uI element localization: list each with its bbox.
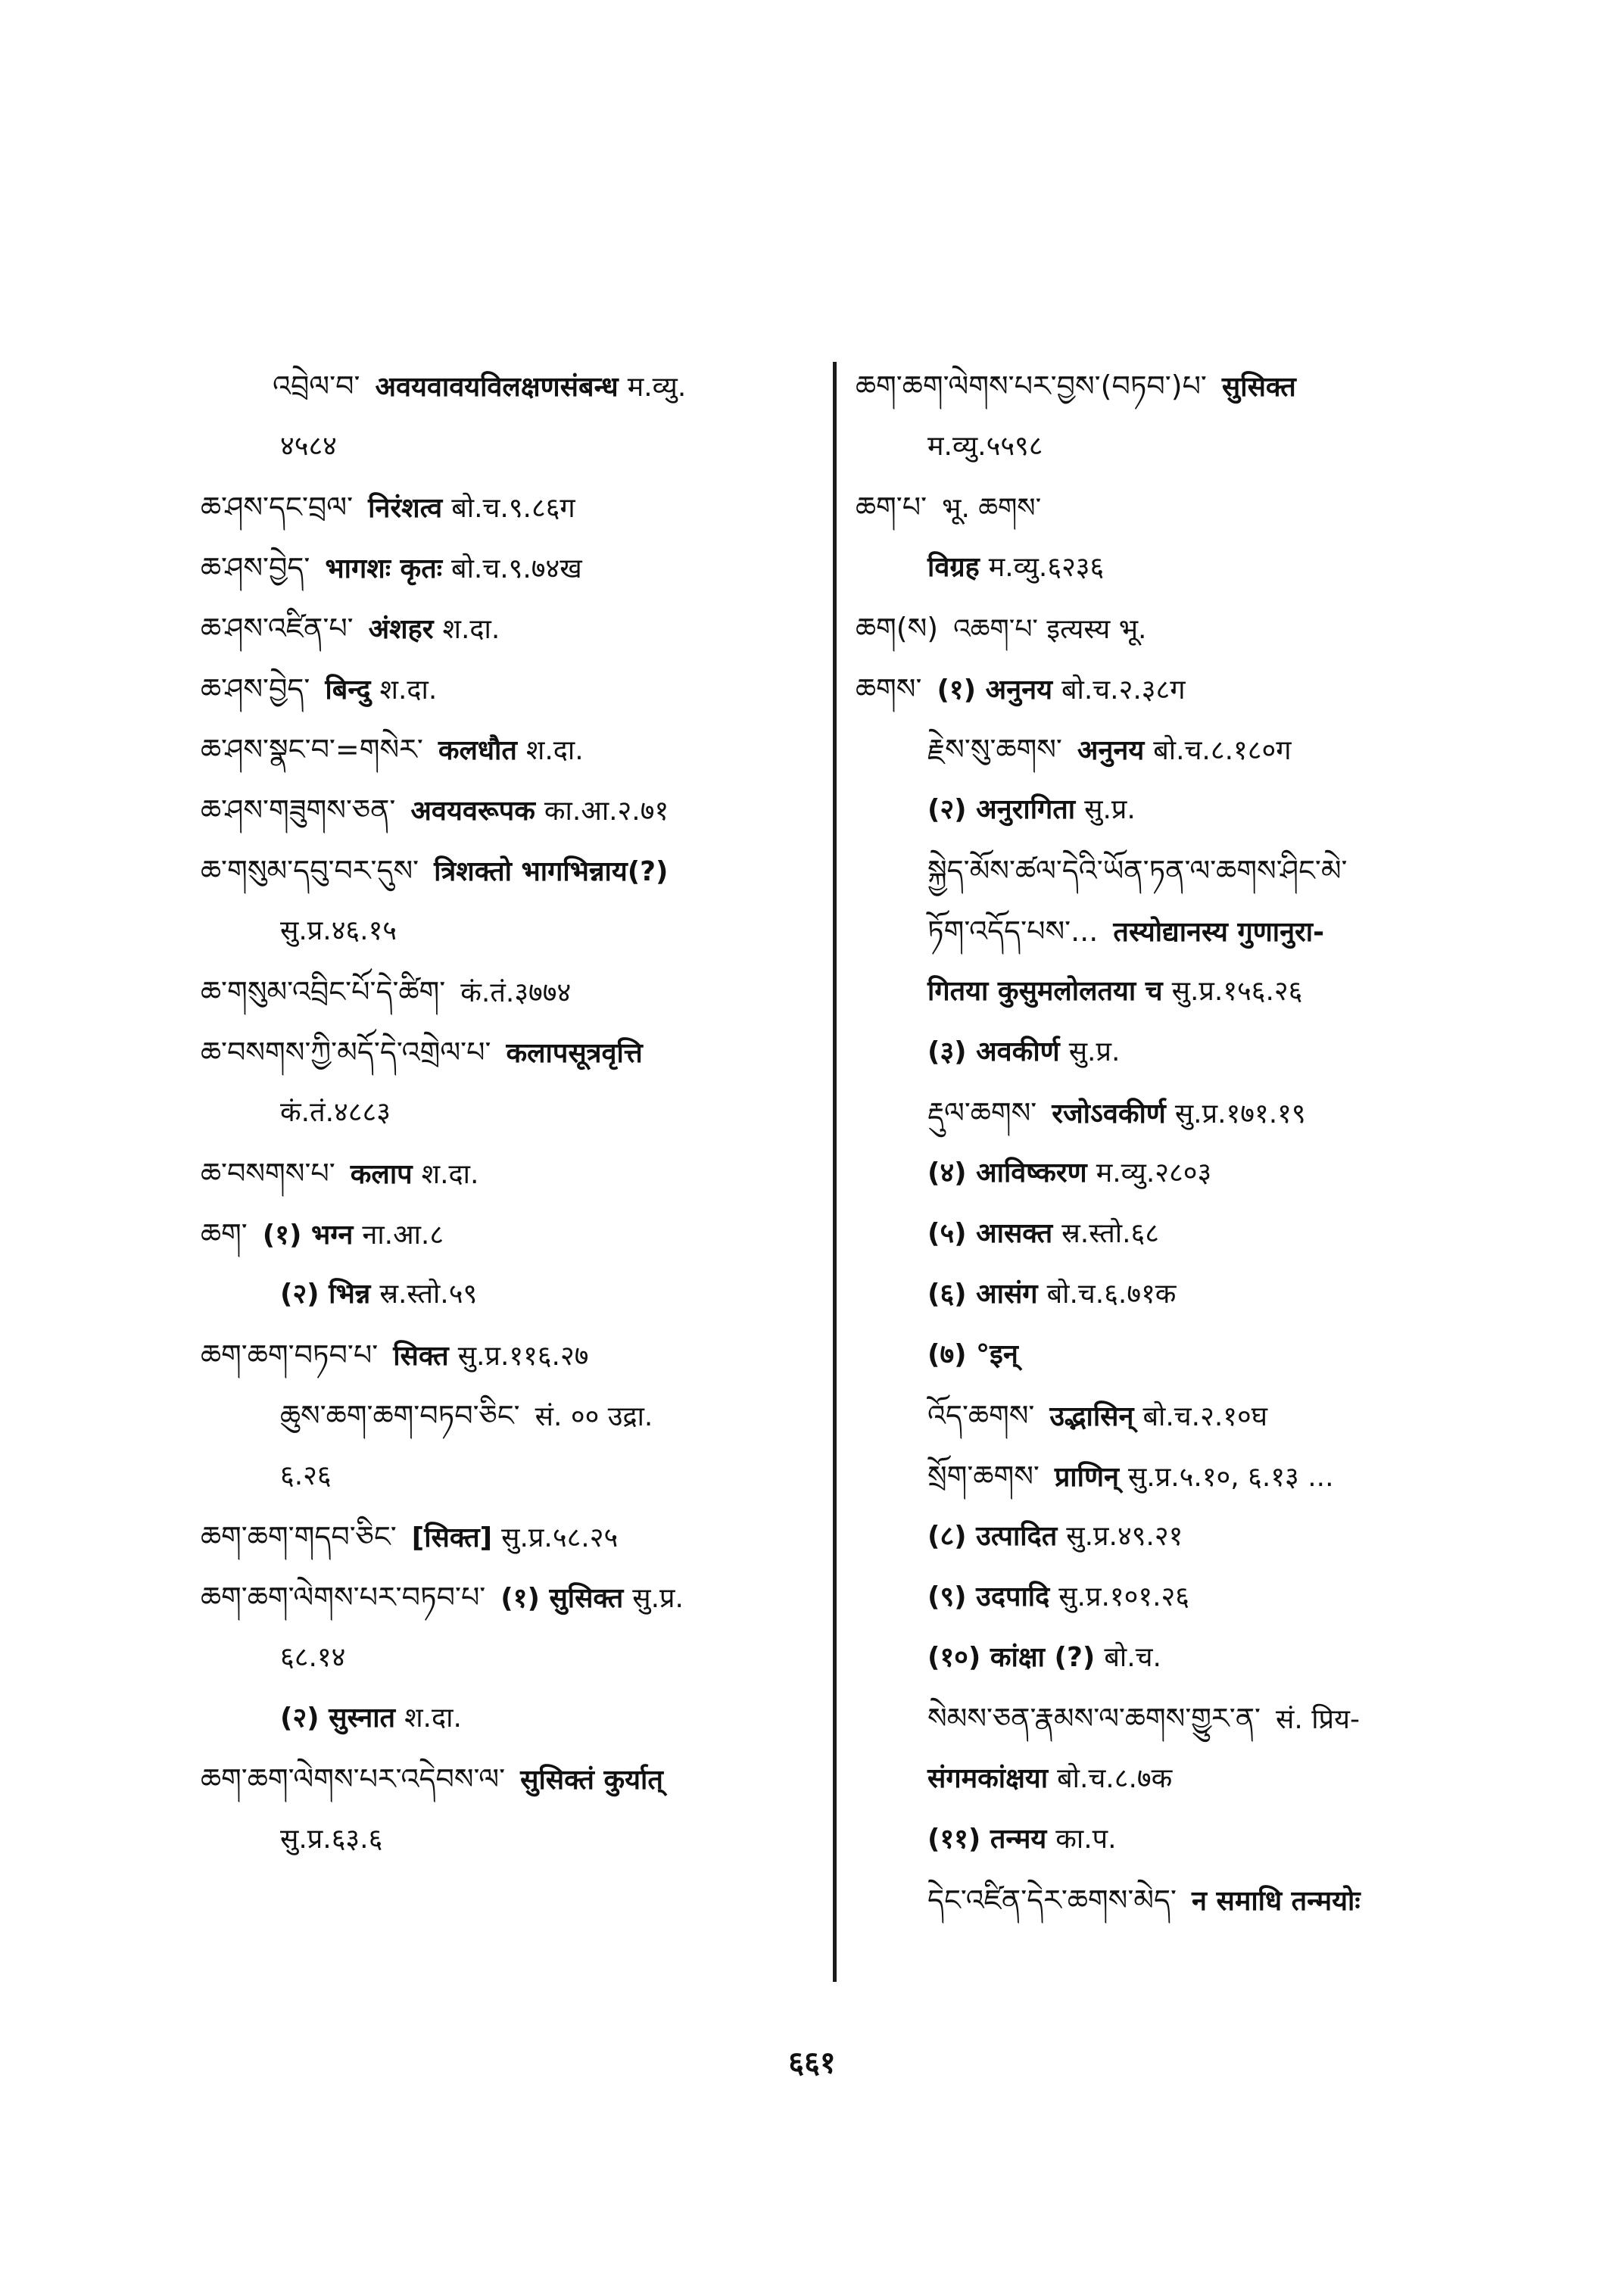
sanskrit-equivalent: (४) आविष्करण [927, 1157, 1087, 1189]
entry-line [856, 1809, 1492, 1870]
source-reference: म.व्यु.६२३६ [988, 552, 1105, 583]
tibetan-term: ཆ་ཤས་འཛིན་པ་ [201, 612, 354, 645]
entry-line [201, 537, 806, 598]
sanskrit-equivalent: कलधौत [438, 735, 517, 766]
source-reference: श.दा. [379, 675, 438, 706]
entry-line [201, 356, 806, 416]
sanskrit-equivalent: (५) आसक्त [927, 1218, 1053, 1249]
source-reference: ६.२६ [280, 1460, 332, 1491]
entry-line [201, 416, 806, 477]
sanskrit-equivalent: गितया कुसुमलोलतया च [927, 976, 1163, 1007]
tibetan-term: སེམས་ཅན་རྣམས་ལ་ཆགས་གྱུར་ན་ [927, 1702, 1261, 1735]
source-reference: श.दा. [421, 1159, 479, 1190]
entry-line [856, 1022, 1492, 1083]
source-reference: सु.प्र.६३.६ [280, 1824, 383, 1855]
source-reference: का.प. [1055, 1824, 1117, 1855]
source-reference: सु.प्र. [1084, 794, 1136, 825]
source-reference: सं. प्रिय- [1276, 1704, 1360, 1735]
entry-line [856, 1688, 1492, 1749]
source-reference: बो.च.२.३८ग [1061, 675, 1186, 706]
entry-line [856, 1749, 1492, 1809]
entry-line [856, 901, 1492, 961]
source-reference: सु.प्र.१७१.१९ [1174, 1098, 1306, 1129]
source-reference: बो.च.९.८६ग [451, 493, 575, 524]
tibetan-term: ཆག་པ་ [856, 491, 927, 524]
tibetan-term: ཆག་ཆག་གདབ་ཅིང་ [201, 1520, 397, 1553]
tibetan-term: སྲོག་ཆགས་ [927, 1460, 1040, 1493]
sanskrit-equivalent: संगमकांक्षया [927, 1763, 1049, 1794]
entry-line [856, 840, 1492, 901]
tibetan-term: ཆ་བསགས་པ་ [201, 1157, 335, 1190]
sanskrit-equivalent: अंशहर [368, 614, 434, 645]
entry-line [856, 477, 1492, 537]
entry-line [201, 598, 806, 659]
source-reference: बो.च.२.१०घ [1142, 1401, 1267, 1432]
tibetan-term: ཆ་ཤས་གཟུགས་ཅན་ [201, 793, 396, 827]
sanskrit-equivalent: तस्योद्यानस्य गुणानुरा- [1113, 917, 1325, 948]
source-reference: श.दा. [442, 614, 500, 645]
entry-line [856, 1870, 1492, 1930]
entry-line [856, 1325, 1492, 1385]
sanskrit-equivalent: (६) आसंग [927, 1279, 1038, 1310]
column-divider [833, 362, 837, 1982]
sanskrit-equivalent: विग्रह [927, 552, 980, 583]
sanskrit-equivalent: अवयवावयविलक्षणसंबन्ध [375, 372, 619, 403]
source-reference: सु.प्र. [632, 1583, 684, 1614]
source-reference: सु.प्र.१०१.२६ [1058, 1581, 1189, 1612]
entry-line [201, 780, 806, 840]
source-reference: सं. ०० उद्रा. [535, 1401, 653, 1432]
source-reference: बो.च.८.७क [1057, 1763, 1173, 1794]
sanskrit-equivalent: (८) उत्पादित [927, 1521, 1058, 1552]
entry-line [201, 477, 806, 537]
source-reference: म.व्यु.२८०३ [1096, 1157, 1212, 1189]
tibetan-term: ཏོག་འདོད་པས་... [927, 914, 1099, 948]
source-reference: श.दा. [525, 735, 584, 766]
entry-line [201, 1264, 806, 1325]
entry-line [201, 1628, 806, 1688]
sanskrit-equivalent: (२) सुस्नात [280, 1703, 396, 1734]
source-reference: सु.प्र.१५६.२६ [1171, 976, 1303, 1007]
tibetan-term: ཆག་ཆག་ལེགས་པར་བྱས་(བཏབ་)པ་ [856, 369, 1207, 403]
source-reference: का.आ.२.७१ [544, 796, 669, 827]
sanskrit-equivalent: (१०) कांक्षा (?) [927, 1642, 1096, 1673]
source-reference: सु.प्र.४९.२१ [1066, 1521, 1183, 1552]
entry-line [201, 719, 806, 780]
entry-line [856, 961, 1492, 1022]
entry-line [856, 780, 1492, 840]
entry-line [201, 1083, 806, 1143]
entry-line [856, 719, 1492, 780]
source-reference: सु.प्र.५.१०, ६.१३ ... [1127, 1462, 1334, 1493]
sanskrit-equivalent: (१) सुसिक्त [500, 1583, 624, 1614]
source-reference: सु.प्र.४६.१५ [280, 915, 397, 946]
source-reference: बो.च.९.७४ख [451, 553, 582, 584]
source-reference: स्र.स्तो.५९ [379, 1279, 478, 1310]
tibetan-term: རྗེས་སུ་ཆགས་ [927, 733, 1062, 766]
entry-line [856, 356, 1492, 416]
tibetan-term: ཆག་ཆག་བཏབ་པ་ [201, 1338, 379, 1372]
right-column [856, 356, 1492, 1930]
entry-line [856, 1083, 1492, 1143]
entry-line [201, 1506, 806, 1567]
tibetan-term: ཆག་ [201, 1217, 248, 1251]
entry-line [856, 659, 1492, 719]
entry-line [856, 598, 1492, 659]
entry-line [201, 1446, 806, 1506]
entry-line [856, 537, 1492, 598]
tibetan-term: ཆ་གསུམ་འབྲིང་པོ་དེ་ཚིག་ [201, 975, 446, 1008]
tibetan-term: ཆ་ཤས་བྱེད་ [201, 551, 310, 584]
source-reference: म.व्यु.५५९८ [927, 431, 1043, 462]
source-reference: श.दा. [404, 1703, 462, 1734]
tibetan-term: ཆག་ཆག་ལེགས་པར་བཏབ་པ་ [201, 1581, 486, 1614]
source-reference: म.व्यु. [627, 372, 687, 403]
source-reference: འཆག་པ་ इत्यस्य भू. [953, 614, 1147, 645]
sanskrit-equivalent: सिक्त [393, 1341, 449, 1372]
source-reference: बो.च. [1104, 1642, 1161, 1673]
entry-line [201, 901, 806, 961]
tibetan-term: ཆ་བསགས་ཀྱི་མདོ་དེ་འགྲེལ་པ་ [201, 1036, 491, 1069]
tibetan-term: དེང་འཛིན་དེར་ཆགས་མེད་ [927, 1883, 1177, 1917]
source-reference: सु.प्र.११६.२७ [457, 1341, 589, 1372]
source-reference: स्र.स्तो.६८ [1061, 1218, 1159, 1249]
entry-line [856, 1567, 1492, 1628]
entry-line [201, 1749, 806, 1809]
sanskrit-equivalent: प्राणिन् [1054, 1462, 1119, 1493]
entry-line [856, 1385, 1492, 1446]
entry-line [201, 1567, 806, 1628]
tibetan-term: སྐྱེད་མོས་ཚལ་དེའི་ཡོན་ཏན་ལ་ཆགས་ཤིང་མེ་ [927, 854, 1348, 887]
entry-line [201, 1143, 806, 1204]
source-reference: बो.च.६.७१क [1046, 1279, 1177, 1310]
page-number: ६६१ [788, 2045, 836, 2080]
tibetan-term: ཆ་གསུམ་དབུ་བར་དུས་ [201, 854, 419, 887]
sanskrit-equivalent: सुसिक्त [1221, 372, 1296, 403]
entry-line [856, 1628, 1492, 1688]
tibetan-term: ཆ་ཤས་བྱེད་ [201, 672, 310, 706]
tibetan-term: ཆགས་ [856, 672, 922, 706]
source-reference: सु.प्र. [1068, 1036, 1121, 1067]
tibetan-term: རྡུལ་ཆགས་ [927, 1096, 1037, 1129]
sanskrit-equivalent: (११) तन्मय [927, 1824, 1047, 1855]
entry-line [201, 1325, 806, 1385]
source-reference: कं.तं.४८८३ [280, 1097, 391, 1128]
left-column [201, 356, 806, 1870]
sanskrit-equivalent: (२) भिन्न [280, 1279, 371, 1310]
sanskrit-equivalent: (७) °इन् [927, 1339, 1018, 1370]
tibetan-term: ཆ་ཤས་དང་བྲལ་ [201, 491, 354, 524]
tibetan-term: འོད་ཆགས་ [927, 1399, 1035, 1432]
entry-line [856, 416, 1492, 477]
tibetan-term: ཆག(ས) [856, 612, 939, 645]
source-reference: भू. ཆགས་ [942, 493, 1042, 524]
source-reference: ना.आ.८ [362, 1220, 444, 1251]
sanskrit-equivalent: कलाप [350, 1159, 413, 1190]
entry-line [201, 1688, 806, 1749]
entry-line [856, 1204, 1492, 1264]
sanskrit-equivalent: न समाधि तन्मयोः [1191, 1886, 1361, 1917]
entry-line [201, 1022, 806, 1083]
sanskrit-equivalent: बिन्दु [325, 675, 371, 706]
entry-line [856, 1446, 1492, 1506]
entry-line [856, 1506, 1492, 1567]
sanskrit-equivalent: निरंशत्व [368, 493, 443, 524]
sanskrit-equivalent: (२) अनुरागिता [927, 794, 1076, 825]
tibetan-term: ཆག་ཆག་ལེགས་པར་འདེབས་ལ་ [201, 1762, 506, 1796]
sanskrit-equivalent: [सिक्त] [411, 1522, 493, 1553]
entry-line [201, 961, 806, 1022]
tibetan-term: ཆ་ཤས་སྣང་བ་=གསེར་ [201, 733, 423, 766]
sanskrit-equivalent: (१) अनुनय [937, 675, 1052, 706]
entry-line [201, 1809, 806, 1870]
sanskrit-equivalent: सुसिक्तं कुर्यात् [520, 1765, 663, 1796]
source-reference: सु.प्र.५८.२५ [501, 1522, 619, 1553]
entry-line [856, 1143, 1492, 1204]
sanskrit-equivalent: (९) उदपादि [927, 1581, 1050, 1612]
sanskrit-equivalent: अनुनय [1077, 735, 1145, 766]
source-reference: ६८.१४ [280, 1642, 346, 1673]
entry-line [201, 659, 806, 719]
sanskrit-equivalent: (१) भग्न [262, 1220, 354, 1251]
tibetan-term: འབྲེལ་བ་ [273, 369, 360, 403]
sanskrit-equivalent: रजोऽवकीर्ण [1052, 1098, 1166, 1129]
entry-line [201, 1385, 806, 1446]
source-reference: ४५८४ [280, 431, 337, 462]
entry-line [856, 1264, 1492, 1325]
sanskrit-equivalent: उद्भासिन् [1049, 1401, 1134, 1432]
entry-line [201, 1204, 806, 1264]
source-reference: बो.च.८.१८०ग [1153, 735, 1292, 766]
source-reference: कं.तं.३७७४ [460, 977, 572, 1008]
sanskrit-equivalent: अवयवरूपक [410, 796, 535, 827]
sanskrit-equivalent: कलापसूत्रवृत्ति [506, 1038, 643, 1069]
sanskrit-equivalent: त्रिशक्तो भागभिन्नाय(?) [434, 856, 669, 887]
sanskrit-equivalent: भागशः कृतः [325, 553, 443, 584]
sanskrit-equivalent: (३) अवकीर्ण [927, 1036, 1060, 1067]
entry-line [201, 840, 806, 901]
tibetan-term: ཆུས་ཆག་ཆག་བཏབ་ཅིང་ [280, 1399, 520, 1432]
